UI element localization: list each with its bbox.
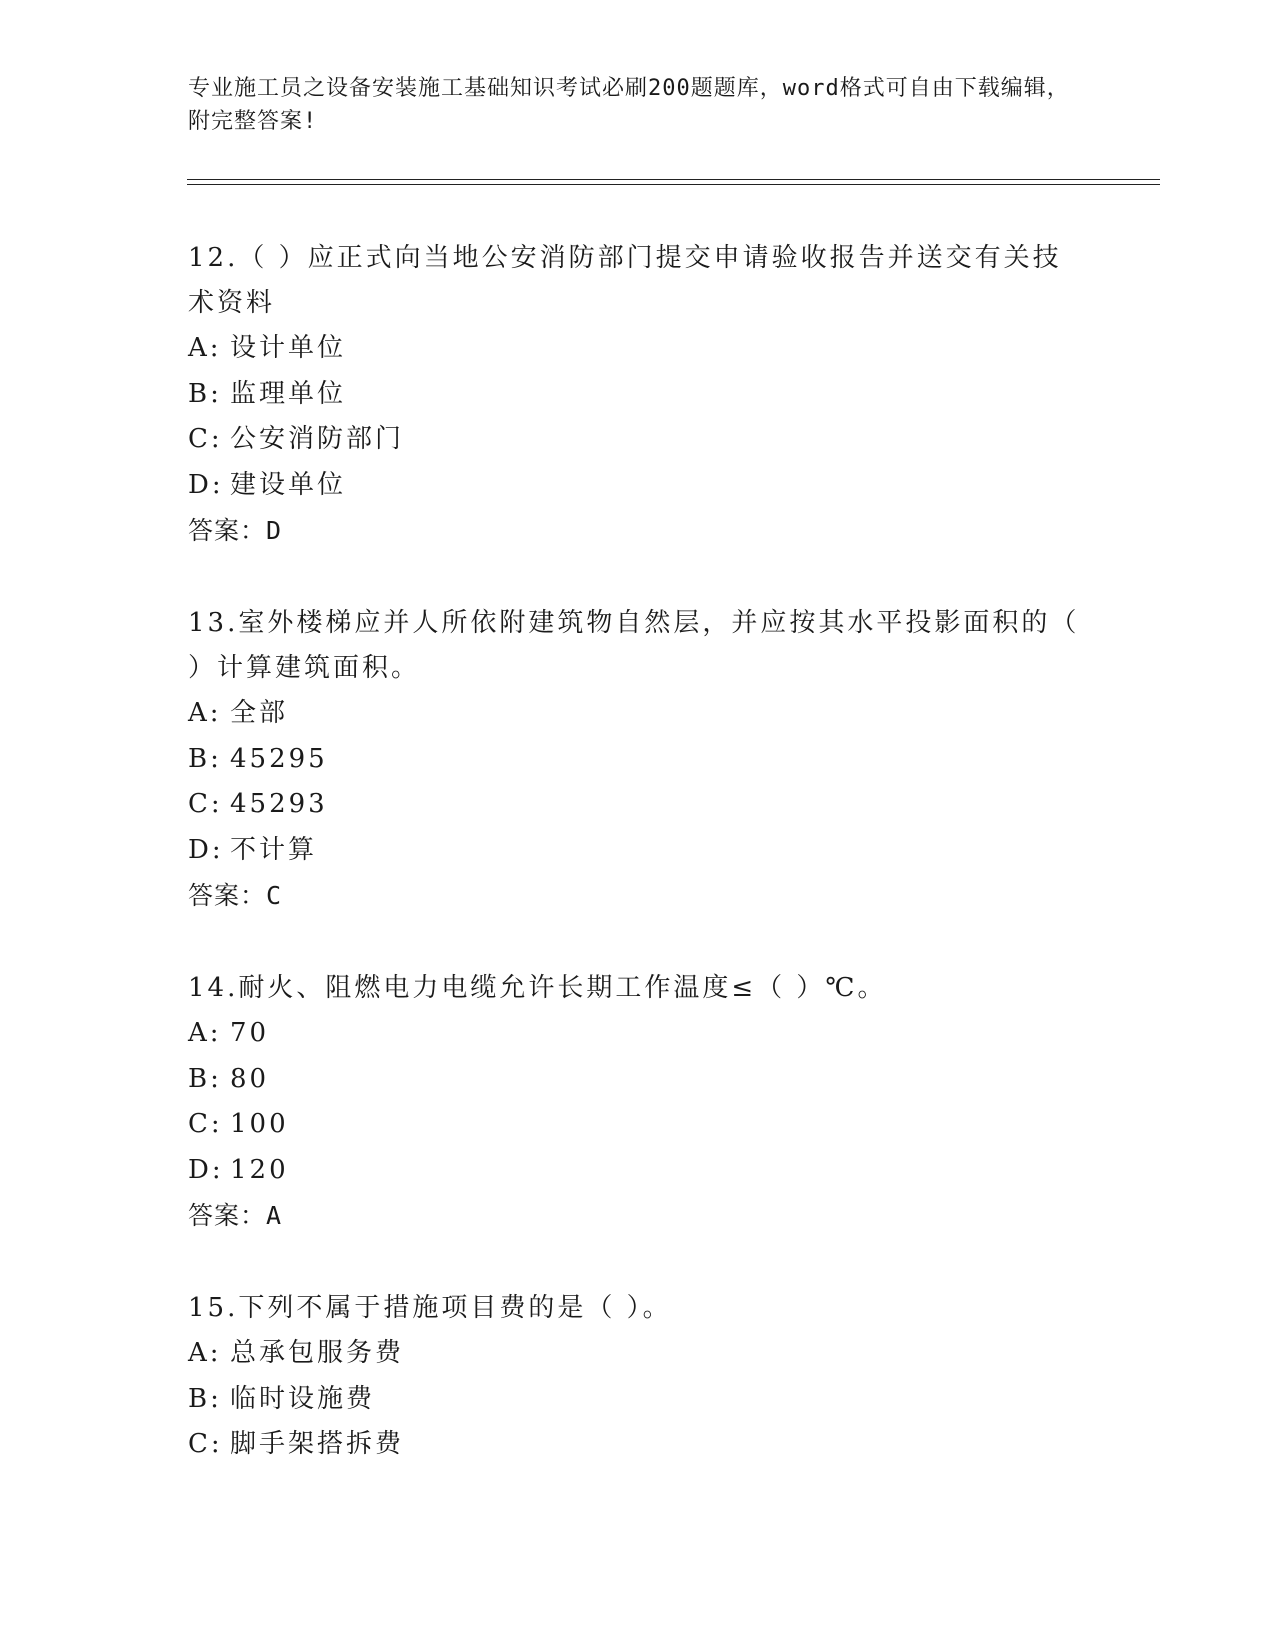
question-stem: 14.耐火、阻燃电力电缆允许长期工作温度≤（ ）℃。 xyxy=(188,973,887,1003)
option-text: 不计算 xyxy=(230,834,318,865)
option-c xyxy=(188,1102,1088,1148)
option-letter: C: xyxy=(188,424,223,454)
option-text: 临时设施费 xyxy=(230,1383,376,1414)
option-b xyxy=(188,737,1088,783)
option-letter: A: xyxy=(188,1018,222,1048)
question-12 xyxy=(188,236,1088,553)
answer-value: D xyxy=(266,516,283,545)
option-a xyxy=(188,326,1088,372)
option-text: 45293 xyxy=(230,789,328,819)
option-text: 总承包服务费 xyxy=(230,1338,405,1368)
option-letter: A: xyxy=(188,333,222,363)
answer-value: C xyxy=(266,881,283,910)
option-letter: D: xyxy=(188,834,224,865)
question-stem: 12.（ ）应正式向当地公安消防部门提交申请验收报告并送交有关技术资料 xyxy=(188,243,1062,318)
option-text: 设计单位 xyxy=(230,333,347,363)
option-c xyxy=(188,417,1088,463)
option-text: 100 xyxy=(230,1109,289,1139)
option-letter: C: xyxy=(188,789,223,819)
option-c xyxy=(188,782,1088,828)
answer-label: 答案： xyxy=(188,516,267,545)
question-stem: 13.室外楼梯应并人所依附建筑物自然层，并应按其水平投影面积的（ ）计算建筑面积。 xyxy=(188,608,1080,683)
option-letter: B: xyxy=(188,378,222,409)
option-a xyxy=(188,691,1088,737)
document-header: 专业施工员之设备安装施工基础知识考试必刷200题题库，word格式可自由下载编辑，附完整答案! xyxy=(188,76,1070,134)
option-letter: D: xyxy=(188,1154,224,1185)
header-divider-top xyxy=(187,179,1160,180)
option-text: 监理单位 xyxy=(230,378,347,409)
option-d xyxy=(188,1148,1088,1194)
option-letter: C: xyxy=(188,1429,223,1459)
option-text: 120 xyxy=(230,1154,289,1185)
answer-label: 答案： xyxy=(188,1201,267,1230)
answer-line xyxy=(188,873,1088,918)
answer-line xyxy=(188,508,1088,553)
option-d xyxy=(188,463,1088,509)
option-text: 全部 xyxy=(230,698,289,728)
answer-label: 答案： xyxy=(188,881,267,910)
header-divider-bottom xyxy=(187,184,1160,185)
option-c xyxy=(188,1422,1088,1468)
option-text: 脚手架搭拆费 xyxy=(230,1429,405,1459)
answer-value: A xyxy=(266,1201,283,1230)
option-letter: A: xyxy=(188,698,222,728)
option-text: 45295 xyxy=(230,743,328,774)
option-a xyxy=(188,1331,1088,1377)
option-a xyxy=(188,1011,1088,1057)
question-15 xyxy=(188,1286,1088,1468)
question-list xyxy=(188,236,1088,1516)
option-b xyxy=(188,1057,1088,1103)
option-text: 80 xyxy=(230,1063,270,1094)
option-letter: A: xyxy=(188,1338,222,1368)
question-13 xyxy=(188,601,1088,918)
question-14 xyxy=(188,966,1088,1238)
answer-line xyxy=(188,1193,1088,1238)
option-letter: B: xyxy=(188,1383,222,1414)
option-text: 70 xyxy=(230,1018,270,1048)
option-text: 公安消防部门 xyxy=(230,424,405,454)
option-letter: D: xyxy=(188,469,224,500)
option-b xyxy=(188,1377,1088,1423)
option-d xyxy=(188,828,1088,874)
option-letter: C: xyxy=(188,1109,223,1139)
option-letter: B: xyxy=(188,743,222,774)
option-letter: B: xyxy=(188,1063,222,1094)
option-b xyxy=(188,372,1088,418)
option-text: 建设单位 xyxy=(230,469,347,500)
question-stem: 15.下列不属于措施项目费的是（ ）。 xyxy=(188,1293,672,1323)
